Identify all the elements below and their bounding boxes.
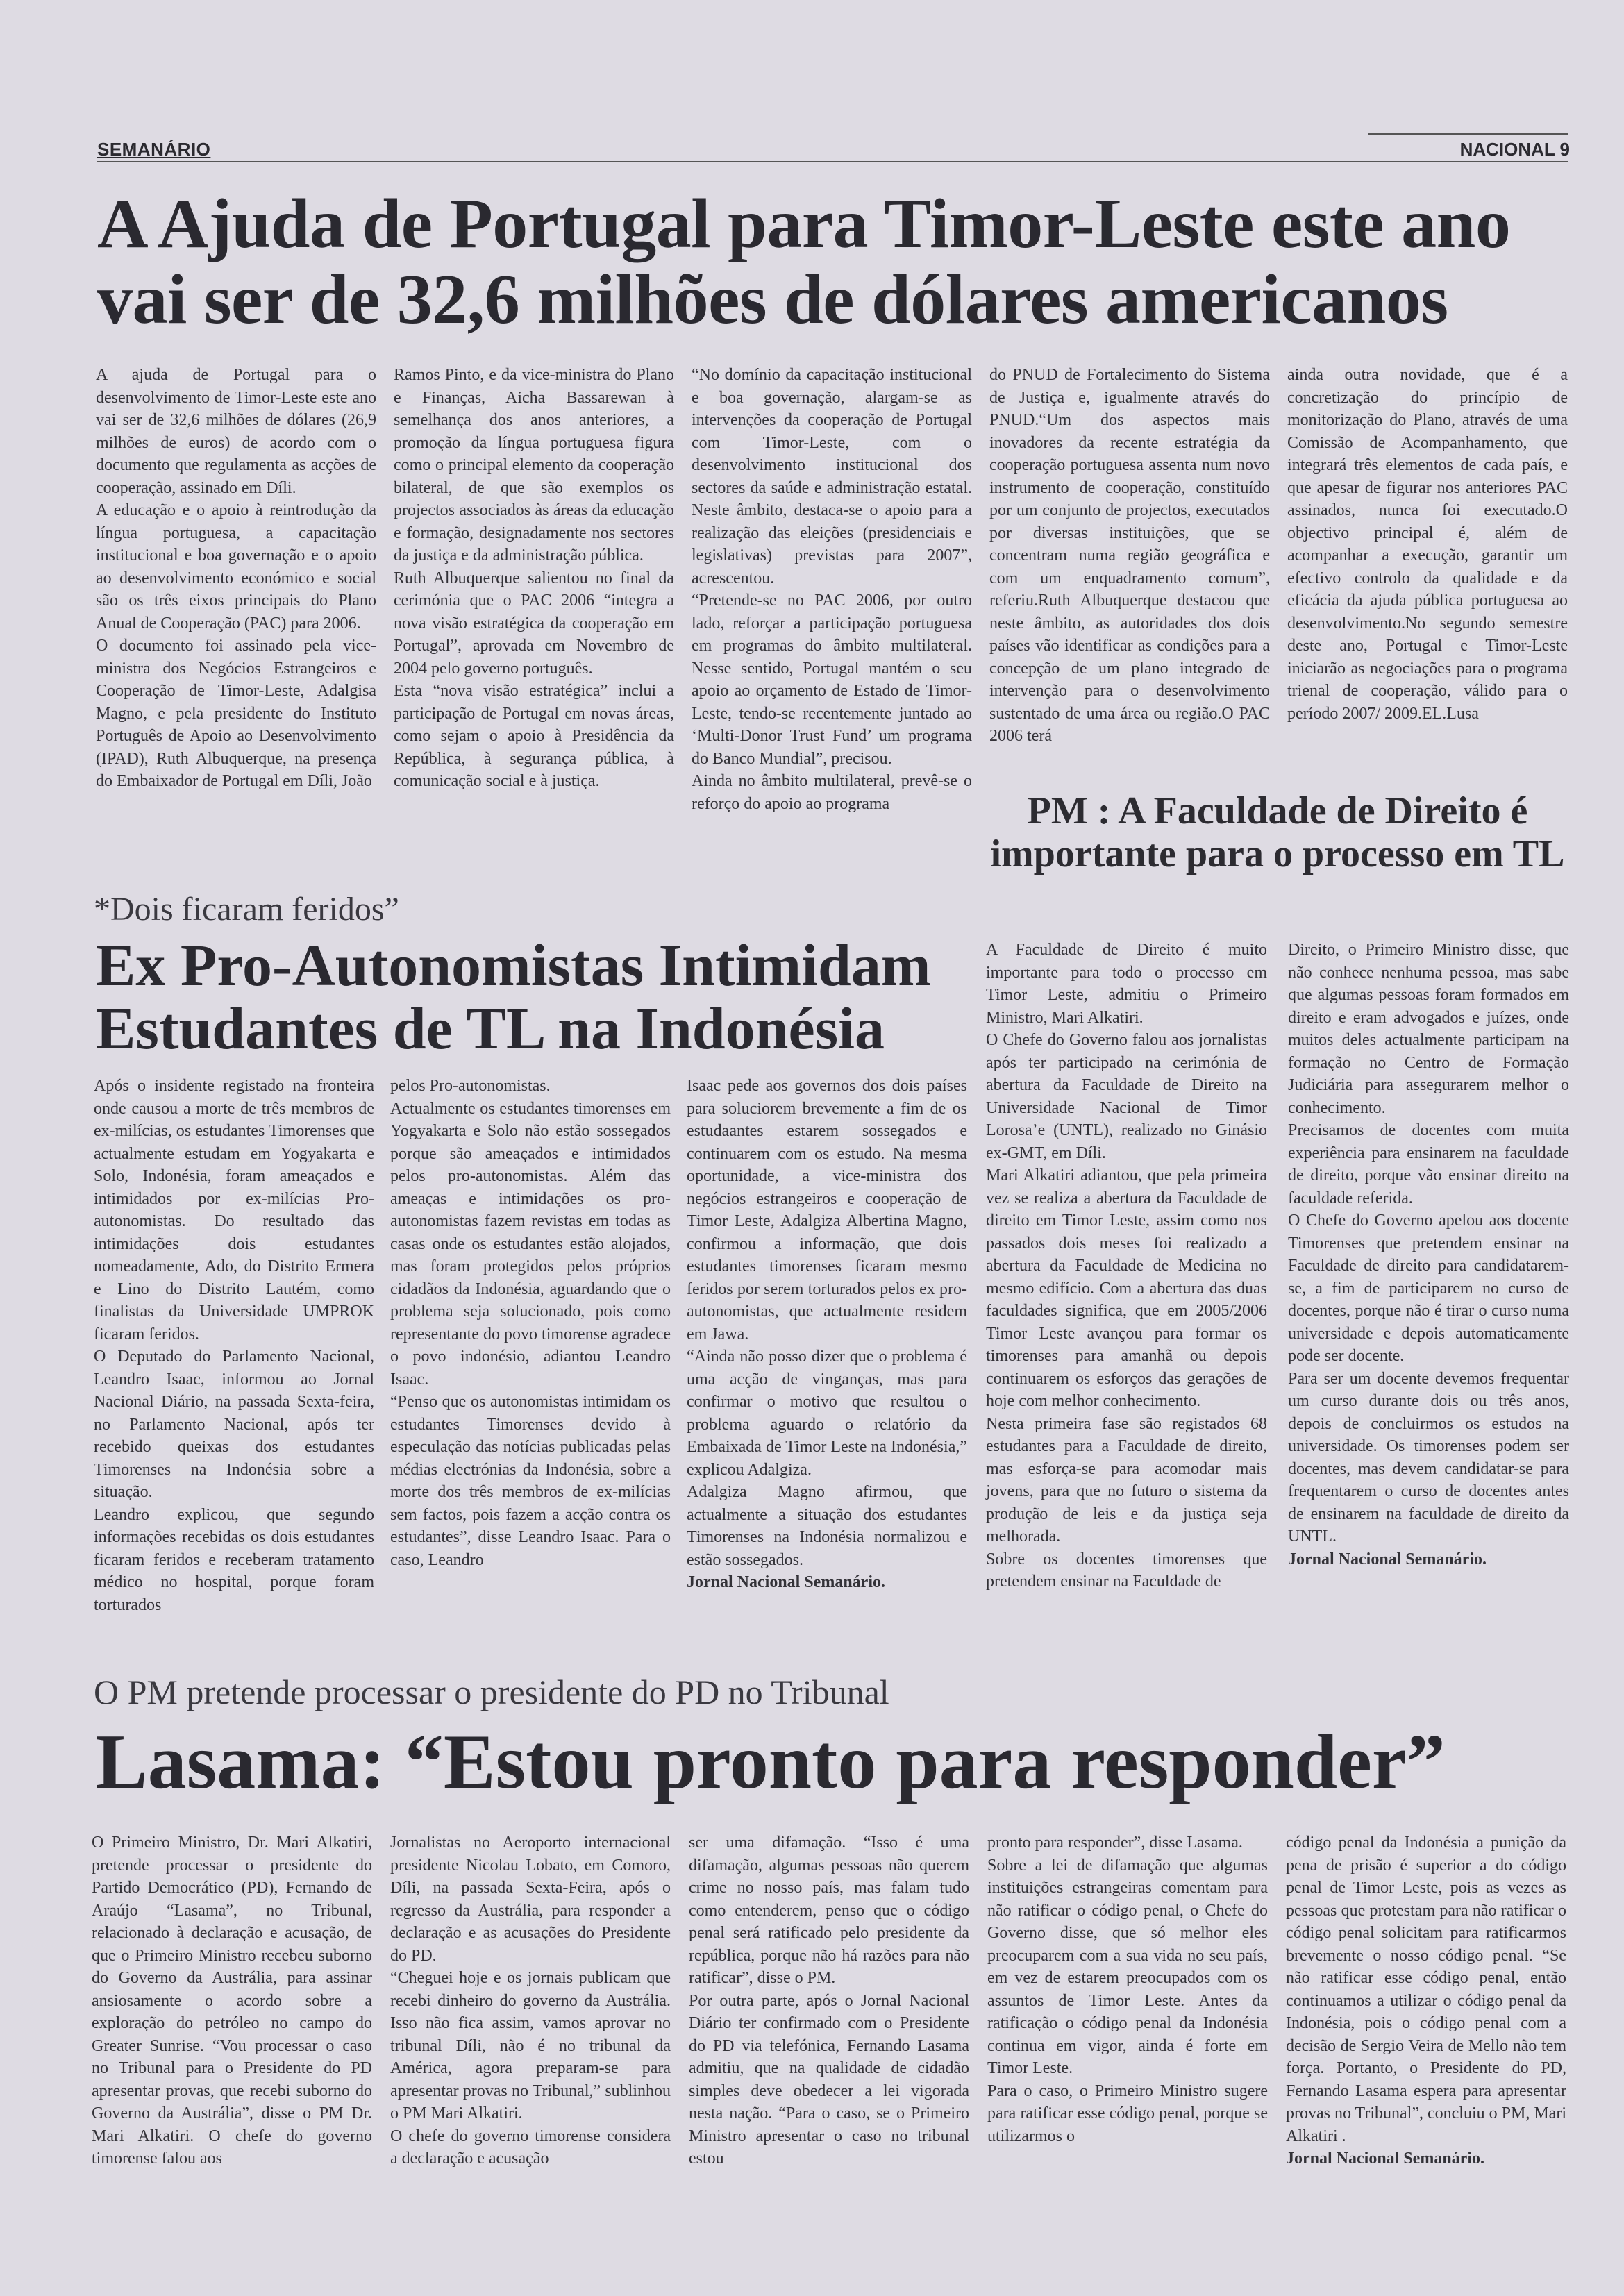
article2-text: Isaac pede aos governos dos dois países para soluciorem brevemente a fim de os estudaantes estarem sossegados e continuarem com os estudo. Na mesma oportunidade, a vice-ministra dos negócios estrangeiros e cooperação de Timor Leste, Adalgiza Albertina Magno, confirmou a informação, que dois estudantes timorenses ficaram mesmo feridos por serem torturados pelos ex pro-autonomistas, que actualmente residem em Jawa. “Ainda não posso dizer que o problema é uma acção de vinganças, mas para confirmar o motivo que resultou o problema aguardo o relatório da Embaixada de Timor Leste na Indonésia,” explicou Adalgiza. Adalgiza Magno afirmou, que actualmente a situação dos estudantes Timorenses na Indonésia normalizou e estão sossegados. [687,1077,967,1569]
article1-text: “No domínio da capacitação institucional e boa governação, alargam-se as intervenções da cooperação de Portugal com Timor-Leste, com o desenvolvimento institucional dos sectores da saúde e administração estatal. Neste âmbito, destaca-se o apoio para a realização das eleições (presidenciais e legislativas) previstas para 2007”, acrescentou. “Pretende-se no PAC 2006, por outro lado, reforçar a participação portuguesa em programas do âmbito multilateral. Nesse sentido, Portugal mantém o seu apoio ao orçamento de Estado de Timor- Leste, tendo-se recentemente juntado ao ‘Multi-Donor Trust Fund’ um programa do Banco Mundial”, precisou. Ainda no âmbito multilateral, prevê-se o reforço do apoio ao programa [692,366,972,813]
article1-text: ainda outra novidade, que é a concretização do princípio de monitorização do Plano, através de uma Comissão de Acompanhamento, que integrará três elementos de cada país, e que apesar de figurar nos anteriores PAC assinados, nunca foi executado.O objectivo principal é, além de acompanhar a execução, garantir um efectivo controlo da qualidade e da eficácia da ajuda pública portuguesa ao desenvolvimento.No segundo semestre deste ano, Portugal e Timor-Leste iniciarão as negociações para o programa trienal de cooperação, válido para o período 2007/ 2009.EL.Lusa [1287,366,1568,723]
article1-body [96,364,1568,815]
section-page-label: NACIONAL 9 [1459,139,1570,160]
article2-text: Após o insidente registado na fronteira onde causou a morte de três membros de ex-milícias, os estudantes Timorenses que actualmente estudam em Yogyakarta e Solo, Indonésia, foram ameaçados e intimidados por ex-milícias Pro-autonomistas. Do resultado das intimidações dois estudantes nomeadamente, Ado, do Distrito Ermera e Lino do Distrito Lautém, como finalistas da Universidade UMPROK ficaram feridos. O Deputado do Parlamento Nacional, Leandro Isaac, informou ao Jornal Nacional Diário, na passada Sexta-feira, no Parlamento Nacional, após ter recebido queixas dos estudantes Timorenses na Indonésia sobre a situação. Leandro explicou, que segundo informações recebidas os dois estudantes ficaram feridos e receberam tratamento médico no hospital, porque foram torturados [94,1077,374,1614]
article4-text: ser uma difamação. “Isso é uma difamação, algumas pessoas não querem crime no nosso país, mas falam tudo como entenderem, penso que o código penal será ratificado pelo presidente da república, porque não há razões para não ratificar”, disse o PM. Por outra parte, após o Jornal Nacional Diário ter confirmado com o Presidente do PD via telefónica, Fernando Lasama admitiu, que na qualidade de cidadão simples deve obedecer a lei vigorada nesta nação. “Para o caso, se o Primeiro Ministro apresentar o caso no tribunal estou [689,1834,969,2168]
article3-column [986,939,1267,1593]
article4-column [987,1832,1268,2170]
article4-headline: Lasama: “Estou pronto para responder” [96,1719,1446,1805]
article3-text: A Faculdade de Direito é muito importante para todo o processo em Timor Leste, admitiu o Primeiro Ministro, Mari Alkatiri. O Chefe do Governo falou aos jornalistas após ter participado na cerimónia de abertura da Faculdade de Direito na Universidade Nacional de Timor Lorosa’e (UNTL), realizado no Ginásio ex-GMT, em Díli. Mari Alkatiri adiantou, que pela primeira vez se realiza a abertura da Faculdade de direito em Timor Leste, assim como nos passados dois meses foi realizado a abertura da Faculdade de Medicina no mesmo edifício. Com a abertura das duas faculdades significa, que em 2005/2006 Timor Leste avançou para formar os timorenses para amanhã ou depois continuarem os esforços das gerações de hoje com melhor conhecimento. Nesta primeira fase são registados 68 estudantes para a Faculdade de direito, mas esforça-se para acomodar mais jovens, para que no futuro o sistema da produção de leis e da justiça seja melhorada. Sobre os docentes timorenses que pretendem ensinar na Faculdade de [986,941,1267,1591]
article1-text: do PNUD de Fortalecimento do Sistema de Justiça e, igualmente através do PNUD.“Um dos aspectos mais inovadores da recente estratégia da cooperação portuguesa assenta num novo instrumento de cooperação, constituído por um conjunto de projectos, executados por diversas instituições, que se concentram numa região geográfica e com um enquadramento comum”, referiu.Ruth Albuquerque destacou que neste âmbito, as autoridades dos dois países vão identificar as condições para a concepção de um plano integrado de intervenção para o desenvolvimento sustentado de uma área ou região.O PAC 2006 terá [989,366,1270,745]
article4-column [92,1832,372,2170]
article1-column [96,364,376,815]
article4-text: pronto para responder”, disse Lasama. Sobre a lei de difamação que algumas instituições estrangeiras comentam para não ratificar o código penal, o Chefe do Governo disse, que só melhor eles preocuparem com a sua vida no seu país, em vez de estarem preocupados com os assuntos de Timor Leste. Antes da ratificação o código penal da Indonésia continua em vigor, ainda é forte em Timor Leste. Para o caso, o Primeiro Ministro sugere para ratificar esse código penal, porque se utilizarmos o [987,1834,1268,2145]
header-rule-right [1368,133,1568,135]
article1-column [1287,364,1568,815]
article2-body [94,1075,967,1616]
article3-headline: PM : A Faculdade de Direito é importante para o processo em TL [990,789,1565,875]
article4-column [689,1832,969,2170]
article3-body [986,939,1569,1593]
article1-column [692,364,972,815]
article1-headline: A Ajuda de Portugal para Timor-Leste este ano vai ser de 32,6 milhões de dólares americanos [97,185,1511,340]
article3-column [1288,939,1569,1593]
article1-column [394,364,674,815]
article4-text: O Primeiro Ministro, Dr. Mari Alkatiri, pretende processar o presidente do Partido Democrático (PD), Fernando de Araújo “Lasama”, no Tribunal, relacionado à declaração e acusação, de que o Primeiro Ministro recebeu suborno do Governo da Austrália, para assinar ansiosamente o acordo sobre a exploração do petróleo no campo do Greater Sunrise. “Vou processar o caso no Tribunal para o Presidente do PD apresentar provas, que recebi suborno do Governo da Austrália”, disse o PM Dr. Mari Alkatiri. O chefe do governo timorense falou aos [92,1834,372,2168]
publication-name: SEMANÁRIO [97,139,211,160]
article4-kicker: O PM pretende processar o presidente do PD no Tribunal [94,1673,889,1711]
article2-headline: Ex Pro-Autonomistas Intimidam Estudantes de TL na Indonésia [96,932,931,1062]
article4-column [1286,1832,1566,2170]
article3-text: Direito, o Primeiro Ministro disse, que não conhece nenhuma pessoa, mas sabe que algumas pessoas foram formados em direito e eram advogados e juízes, onde muitos deles actualmente participam na formação no Centro de Formação Judiciária para assegurarem melhor o conhecimento. Precisamos de docentes com muita experiência para ensinarem na faculdade de direito, porque vão ensinar direito na faculdade referida. O Chefe do Governo apelou aos docente Timorenses que pretendem ensinar na Faculdade de direito para candidatarem-se, a fim de participarem no curso de docentes, porque não é tirar o curso numa universidade e depois automaticamente pode ser docente. Para ser um docente devemos frequentar um curso durante dois ou três anos, depois de concluirmos os estudos na universidade. Os timorenses podem ser docentes, mas devem candidatar-se para frequentarem o curso de docentes antes de ensinarem na faculdade de direito da UNTL. [1288,941,1569,1545]
article2-text: pelos Pro-autonomistas. Actualmente os estudantes timorenses em Yogyakarta e Solo não estão sossegados porque são ameaçados e intimidados pelos pro-autonomistas. Além das ameaças e intimidações os pro-autonomistas fazem revistas em todas as casas onde os estudantes estão alojados, mas foram protegidos pelos próprios cidadãos da Indonésia, aguardando que o problema seja solucionado, pois como representante do povo timorense agradece o povo indonésio, adiantou Leandro Isaac. “Penso que os autonomistas intimidam os estudantes Timorenses devido à especulação das notícias publicadas pelas médias electrónias da Indonésia, sobre a morte dos três membros de ex-milícias sem factos, pois fazem a acção contra os estudantes”, disse Leandro Isaac. Para o caso, Leandro [390,1077,671,1569]
article1-text: A ajuda de Portugal para o desenvolvimento de Timor-Leste este ano vai ser de 32,6 milhões de dólares (26,9 milhões de euros) de acordo com o documento que regulamenta as acções de cooperação, assinado em Díli. A educação e o apoio à reintrodução da língua portuguesa, a capacitação institucional e boa governação e o apoio ao desenvolvimento económico e social são os três eixos principais do Plano Anual de Cooperação (PAC) para 2006. O documento foi assinado pela vice-ministra dos Negócios Estrangeiros e Cooperação de Timor-Leste, Adalgisa Magno, e pela presidente do Instituto Português de Apoio ao Desenvolvimento (IPAD), Ruth Albuquerque, na presença do Embaixador de Portugal em Díli, João [96,366,376,790]
article2-column [687,1075,967,1616]
article1-column [989,364,1270,815]
article4-column [390,1832,671,2170]
article3-signature: Jornal Nacional Semanário. [1288,1550,1487,1568]
article2-column [390,1075,671,1616]
article2-kicker: *Dois ficaram feridos” [94,891,399,928]
header-rule [97,161,1568,162]
article4-text: código penal da Indonésia a punição da pena de prisão é superior a do código penal de Timor Leste, pois as vezes as pessoas que protestam para não ratificar o código penal solicitam para ratificarmos brevemente o nosso código penal. “Se não ratificar esse código penal, então continuamos a utilizar o código penal da Indonésia, pois o código penal com a decisão de Sergio Veira de Mello não tem força. Portanto, o Presidente do PD, Fernando Lasama espera para apresentar provas no Tribunal”, concluiu o PM, Mari Alkatiri . [1286,1834,1566,2145]
article4-signature: Jornal Nacional Semanário. [1286,2150,1484,2168]
article2-column [94,1075,374,1616]
article2-signature: Jornal Nacional Semanário. [687,1573,885,1591]
article1-text: Ramos Pinto, e da vice-ministra do Plano e Finanças, Aicha Bassarewan à semelhança dos anos anteriores, a promoção da língua portuguesa figura como o principal elemento da cooperação bilateral, de que são exemplos os projectos associados às áreas da educação e formação, designadamente nos sectores da justiça e da administração pública. Ruth Albuquerque salientou no final da cerimónia que o PAC 2006 “integra a nova visão estratégica da cooperação em Portugal”, aprovada em Novembro de 2004 pelo governo português. Esta “nova visão estratégica” inclui a participação de Portugal em novas áreas, como sejam o apoio à Presidência da República, à segurança pública, à comunicação social e à justiça. [394,366,674,790]
article4-text: Jornalistas no Aeroporto internacional presidente Nicolau Lobato, em Comoro, Díli, na passada Sexta-Feira, após o regresso da Austrália, para responder a declaração e as acusações do Presidente do PD. “Cheguei hoje e os jornais publicam que recebi dinheiro do governo da Austrália. Isso não fica assim, vamos aprovar no tribunal Díli, não é no tribunal da América, agora preparam-se para apresentar provas no Tribunal,” sublinhou o PM Mari Alkatiri. O chefe do governo timorense considera a declaração e acusação [390,1834,671,2168]
article4-body [92,1832,1566,2170]
